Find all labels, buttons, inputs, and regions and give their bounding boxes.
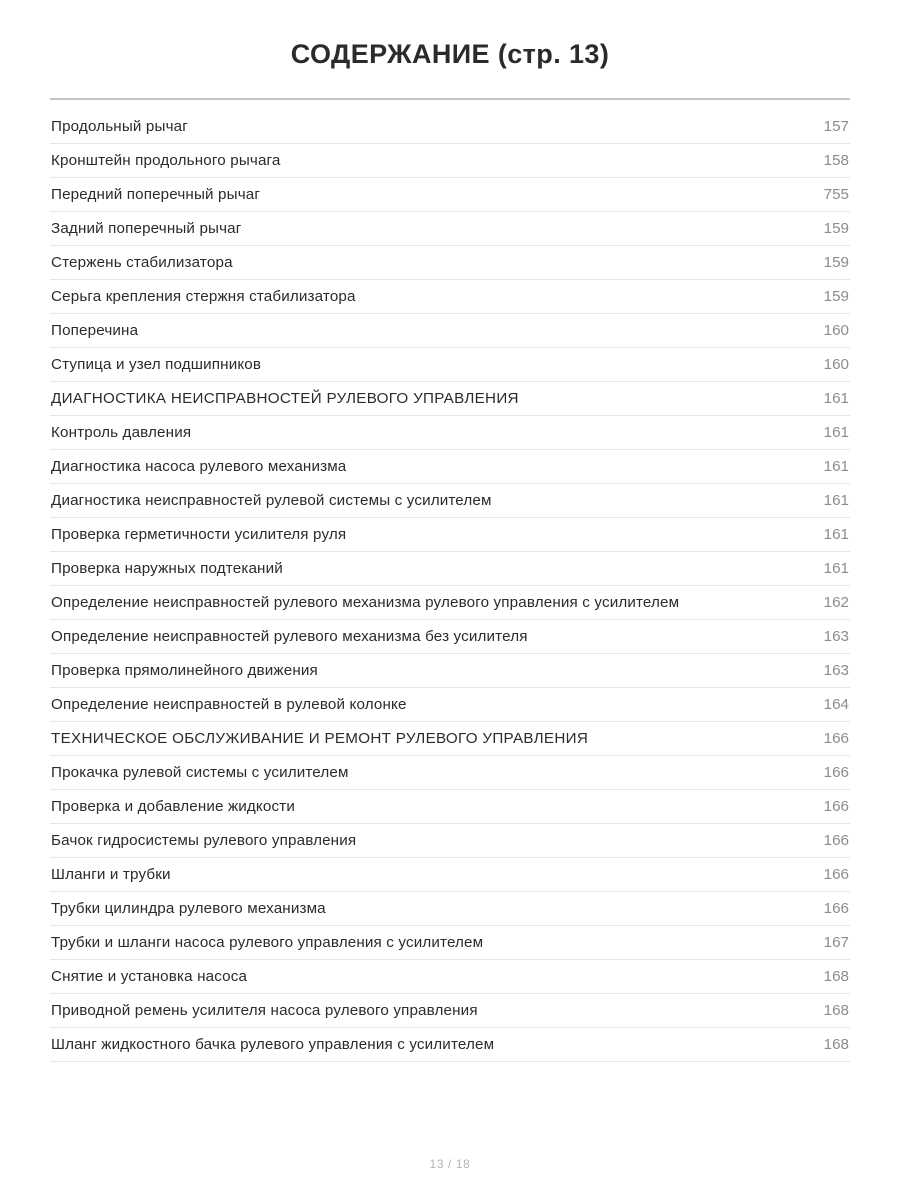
toc-entry-title: Проверка прямолинейного движения bbox=[51, 661, 318, 679]
toc-entry-page: 166 bbox=[823, 831, 849, 849]
toc-entry-title: Стержень стабилизатора bbox=[51, 253, 233, 271]
toc-row[interactable] bbox=[50, 178, 850, 212]
toc-entry-page: 163 bbox=[823, 627, 849, 645]
toc-entry-page: 159 bbox=[823, 219, 849, 237]
toc-entry-page: 168 bbox=[823, 1001, 849, 1019]
toc-entry-title: Серьга крепления стержня стабилизатора bbox=[51, 287, 356, 305]
toc-row[interactable] bbox=[50, 246, 850, 280]
toc-entry-page: 161 bbox=[823, 389, 849, 407]
toc-row[interactable] bbox=[50, 518, 850, 552]
title-divider bbox=[50, 98, 850, 100]
toc-row[interactable] bbox=[50, 348, 850, 382]
toc-entry-title: Диагностика неисправностей рулевой системы с усилителем bbox=[51, 491, 492, 509]
toc-row[interactable] bbox=[50, 620, 850, 654]
toc-entry-page: 168 bbox=[823, 1035, 849, 1053]
toc-row[interactable] bbox=[50, 280, 850, 314]
toc-entry-title: Контроль давления bbox=[51, 423, 192, 441]
toc-entry-title: ДИАГНОСТИКА НЕИСПРАВНОСТЕЙ РУЛЕВОГО УПРАВЛЕНИЯ bbox=[51, 389, 519, 407]
toc-entry-page: 162 bbox=[823, 593, 849, 611]
toc-entry-page: 159 bbox=[823, 253, 849, 271]
toc-entry-page: 168 bbox=[823, 967, 849, 985]
toc-row[interactable] bbox=[50, 824, 850, 858]
pagination-indicator: 13 / 18 bbox=[429, 1157, 471, 1171]
toc-row[interactable] bbox=[50, 586, 850, 620]
page-title: СОДЕРЖАНИЕ (стр. 13) bbox=[290, 39, 610, 69]
toc-row[interactable] bbox=[50, 416, 850, 450]
toc-entry-page: 161 bbox=[823, 423, 849, 441]
toc-entry-page: 755 bbox=[823, 185, 849, 203]
toc-entry-page: 164 bbox=[823, 695, 849, 713]
toc-entry-page: 161 bbox=[823, 559, 849, 577]
toc-row[interactable] bbox=[50, 144, 850, 178]
toc-entry-page: 166 bbox=[823, 797, 849, 815]
toc-entry-page: 166 bbox=[823, 729, 849, 747]
toc-row[interactable] bbox=[50, 722, 850, 756]
toc-entry-title: Поперечина bbox=[51, 321, 139, 339]
toc-entry-title: Проверка герметичности усилителя руля bbox=[51, 525, 347, 543]
toc-row[interactable] bbox=[50, 110, 850, 144]
toc-row[interactable] bbox=[50, 1028, 850, 1062]
toc-row[interactable] bbox=[50, 212, 850, 246]
toc-entry-page: 160 bbox=[823, 321, 849, 339]
toc-entry-page: 166 bbox=[823, 899, 849, 917]
toc-entry-page: 160 bbox=[823, 355, 849, 373]
toc-row[interactable] bbox=[50, 790, 850, 824]
toc-entry-page: 166 bbox=[823, 865, 849, 883]
toc-entry-title: Определение неисправностей рулевого механизма без усилителя bbox=[51, 627, 528, 645]
toc-entry-title: Проверка наружных подтеканий bbox=[51, 559, 283, 577]
toc-entry-page: 163 bbox=[823, 661, 849, 679]
toc-row[interactable] bbox=[50, 960, 850, 994]
toc-row[interactable] bbox=[50, 994, 850, 1028]
toc-entry-title: Снятие и установка насоса bbox=[51, 967, 248, 985]
toc-entry-title: ТЕХНИЧЕСКОЕ ОБСЛУЖИВАНИЕ И РЕМОНТ РУЛЕВОГО УПРАВЛЕНИЯ bbox=[51, 729, 589, 747]
toc-row[interactable] bbox=[50, 858, 850, 892]
toc-entry-title: Бачок гидросистемы рулевого управления bbox=[51, 831, 357, 849]
toc-row[interactable] bbox=[50, 654, 850, 688]
toc-row[interactable] bbox=[50, 688, 850, 722]
toc-row[interactable] bbox=[50, 756, 850, 790]
toc-entry-title: Ступица и узел подшипников bbox=[51, 355, 262, 373]
toc-row[interactable] bbox=[50, 892, 850, 926]
table-of-contents bbox=[50, 110, 850, 1062]
toc-entry-page: 167 bbox=[823, 933, 849, 951]
toc-row[interactable] bbox=[50, 484, 850, 518]
toc-entry-title: Шланги и трубки bbox=[51, 865, 171, 883]
toc-entry-title: Приводной ремень усилителя насоса рулевого управления bbox=[51, 1001, 478, 1019]
toc-entry-page: 161 bbox=[823, 525, 849, 543]
toc-entry-title: Определение неисправностей в рулевой колонке bbox=[51, 695, 407, 713]
toc-row[interactable] bbox=[50, 382, 850, 416]
toc-row[interactable] bbox=[50, 926, 850, 960]
toc-entry-title: Задний поперечный рычаг bbox=[51, 219, 242, 237]
toc-entry-page: 166 bbox=[823, 763, 849, 781]
toc-entry-title: Трубки и шланги насоса рулевого управления с усилителем bbox=[51, 933, 484, 951]
toc-entry-title: Диагностика насоса рулевого механизма bbox=[51, 457, 347, 475]
toc-entry-title: Прокачка рулевой системы с усилителем bbox=[51, 763, 349, 781]
toc-entry-page: 161 bbox=[823, 491, 849, 509]
toc-entry-title: Кронштейн продольного рычага bbox=[51, 151, 281, 169]
toc-row[interactable] bbox=[50, 314, 850, 348]
toc-row[interactable] bbox=[50, 552, 850, 586]
toc-entry-title: Шланг жидкостного бачка рулевого управления с усилителем bbox=[51, 1035, 495, 1053]
toc-entry-title: Передний поперечный рычаг bbox=[51, 185, 261, 203]
page-footer bbox=[0, 1128, 900, 1200]
toc-entry-page: 157 bbox=[823, 117, 849, 135]
toc-entry-page: 159 bbox=[823, 287, 849, 305]
toc-row[interactable] bbox=[50, 450, 850, 484]
toc-entry-title: Определение неисправностей рулевого механизма рулевого управления с усилителем bbox=[51, 593, 680, 611]
toc-entry-page: 161 bbox=[823, 457, 849, 475]
toc-entry-title: Проверка и добавление жидкости bbox=[51, 797, 295, 815]
toc-entry-title: Продольный рычаг bbox=[51, 117, 188, 135]
toc-entry-page: 158 bbox=[823, 151, 849, 169]
toc-entry-title: Трубки цилиндра рулевого механизма bbox=[51, 899, 326, 917]
